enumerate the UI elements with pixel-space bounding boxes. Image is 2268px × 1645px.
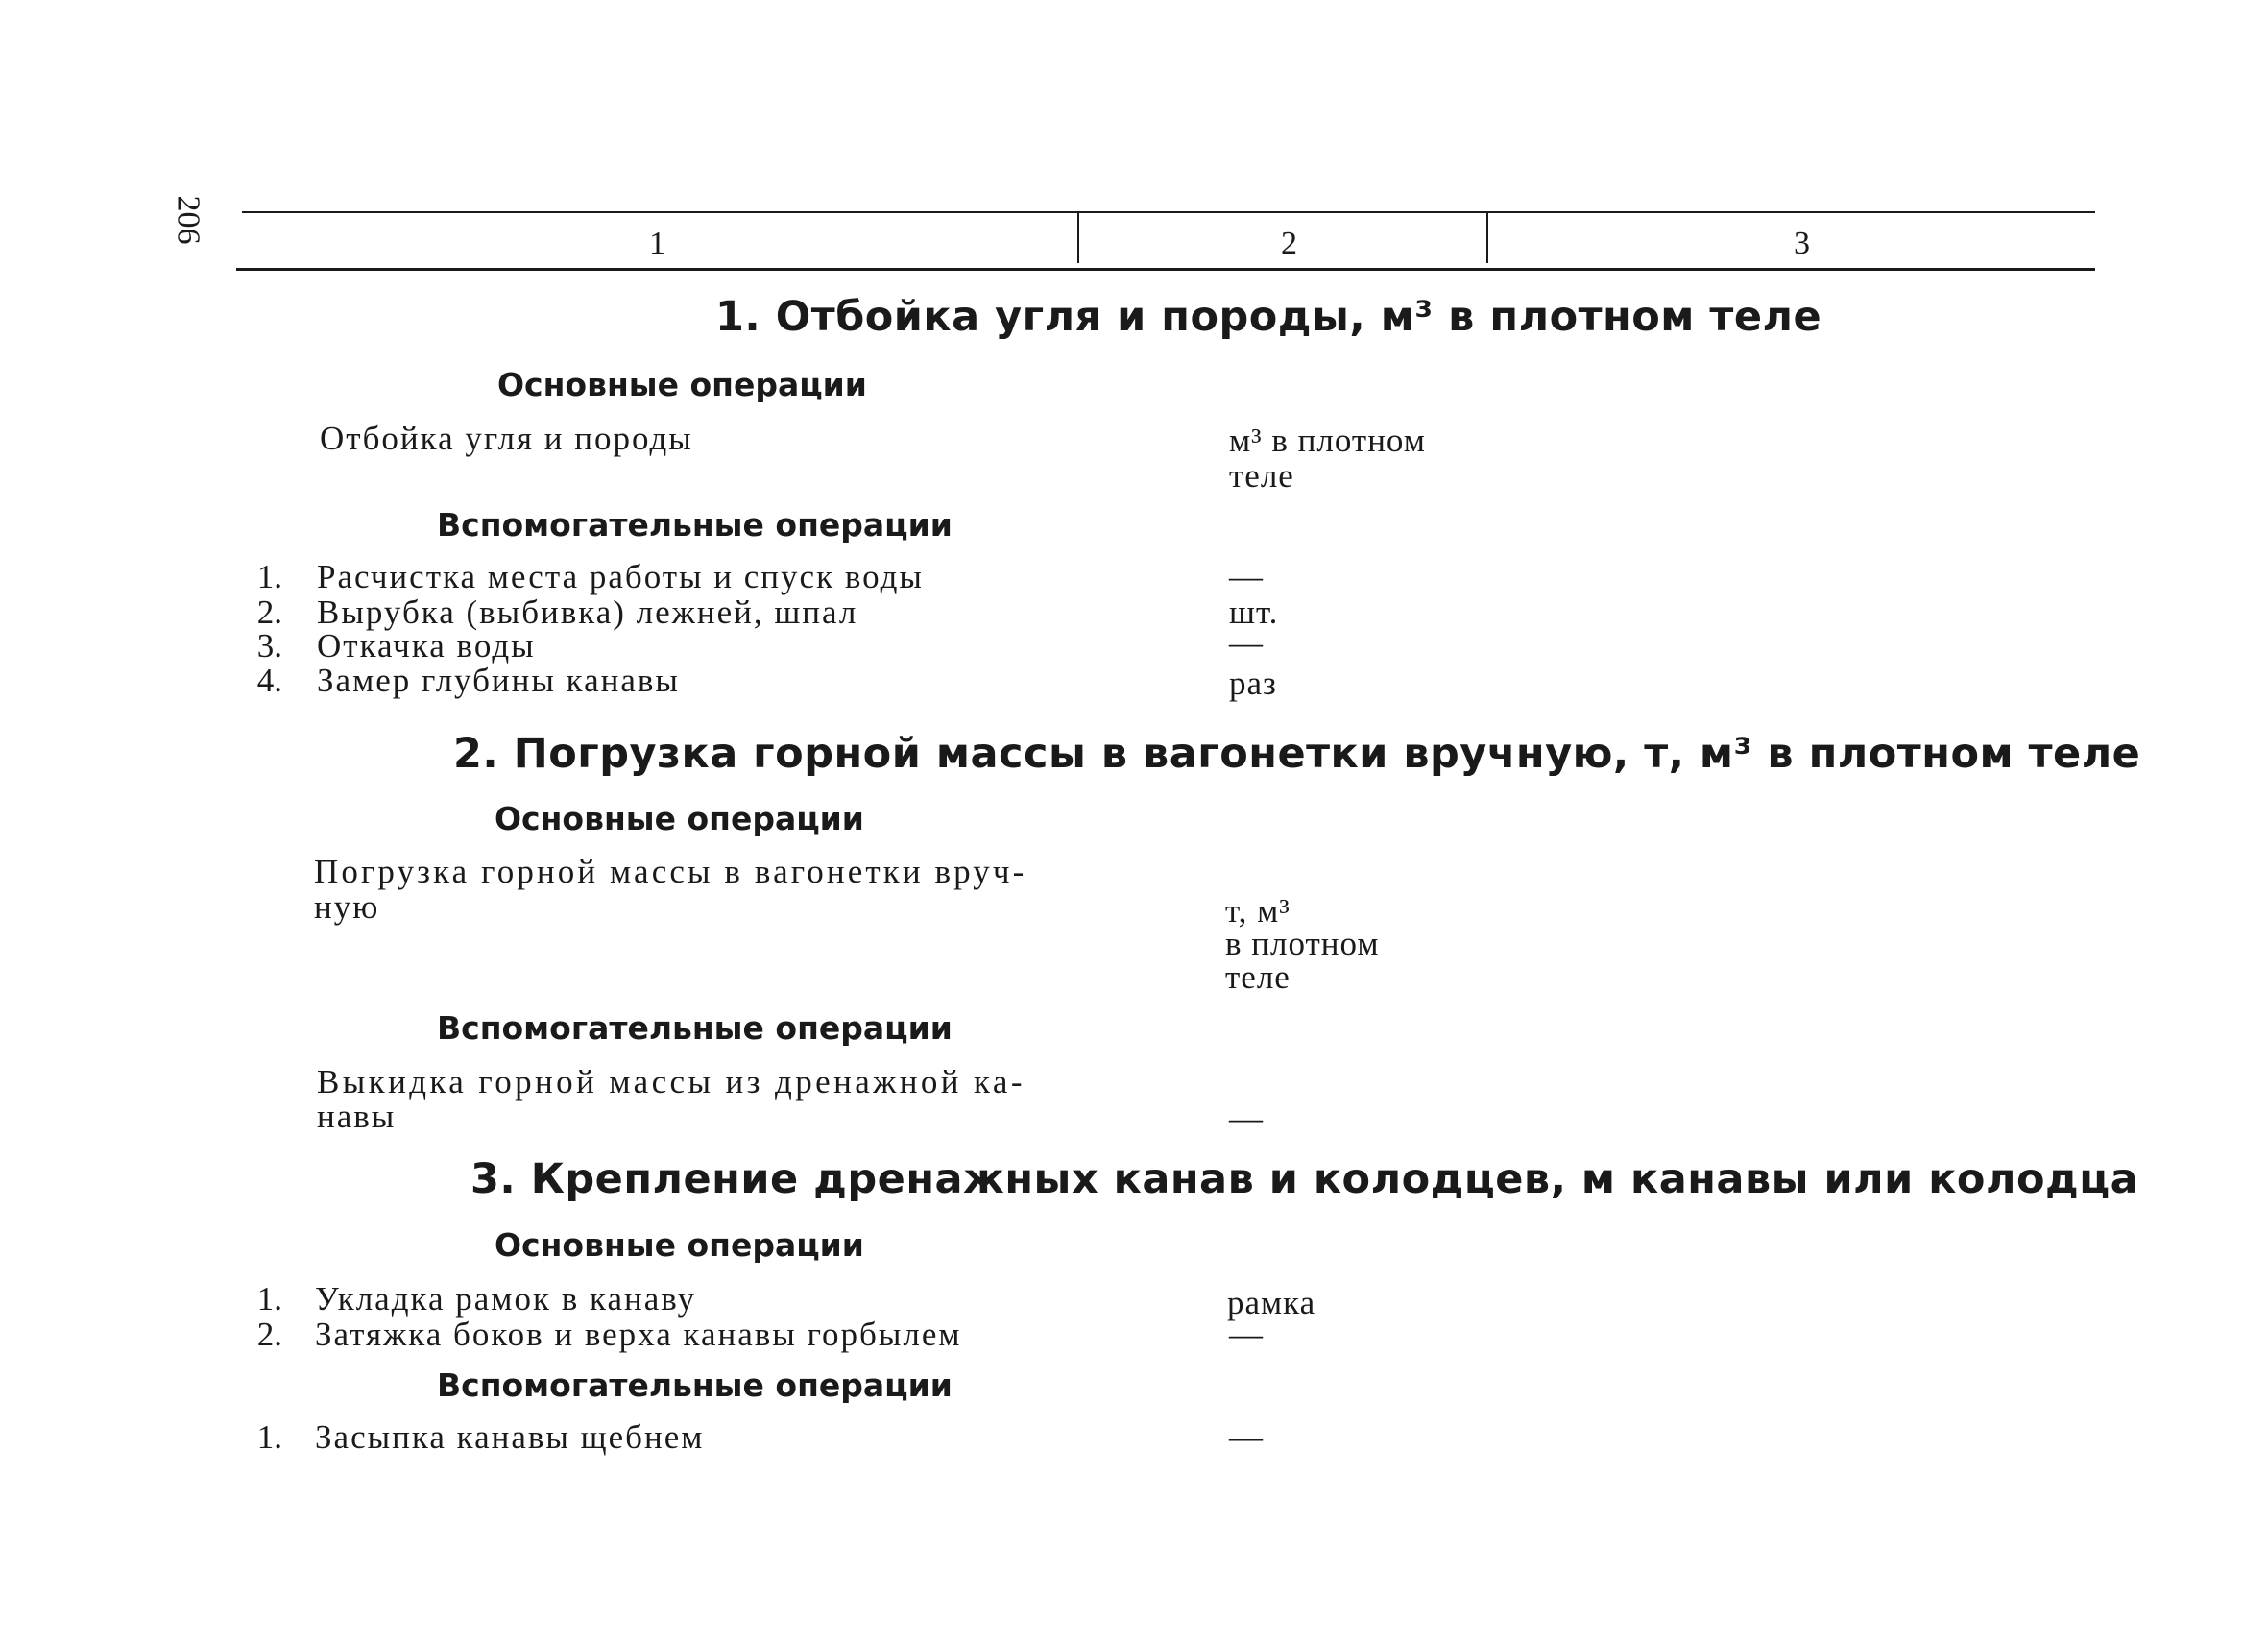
list-item: Расчистка места работы и спуск воды — [317, 558, 924, 595]
list-item-number: 1. — [256, 1418, 282, 1456]
column-header-1: 1 — [649, 226, 665, 261]
section-2-main-unit: теле — [1225, 958, 1291, 996]
section-3-main-heading: Основные операции — [495, 1226, 864, 1264]
section-2-aux-operation: навы — [317, 1098, 397, 1135]
section-1-main-heading: Основные операции — [497, 366, 867, 403]
list-item-number: 1. — [256, 1280, 282, 1318]
list-item-unit: рамка — [1227, 1284, 1316, 1321]
list-item: Укладка рамок в канаву — [315, 1280, 697, 1318]
section-3-title: 3. Крепление дренажных канав и колодцев, м канавы или колодца — [470, 1155, 2139, 1203]
list-item-unit: — — [1229, 1316, 1263, 1353]
section-2-main-heading: Основные операции — [495, 800, 864, 837]
page-number: 206 — [170, 195, 206, 245]
list-item: Засыпка канавы щебнем — [315, 1418, 705, 1456]
section-3-aux-heading: Вспомогательные операции — [437, 1367, 953, 1404]
list-item-number: 3. — [256, 627, 282, 665]
section-2-aux-heading: Вспомогательные операции — [437, 1009, 953, 1047]
section-2-main-unit: т, м³ — [1225, 892, 1291, 930]
list-item-number: 2. — [256, 593, 282, 631]
list-item-number: 4. — [256, 662, 282, 699]
list-item: Замер глубины канавы — [317, 662, 680, 699]
list-item: Вырубка (выбивка) лежней, шпал — [317, 593, 858, 631]
section-1-title: 1. Отбойка угля и породы, м³ в плотном теле — [715, 293, 1822, 341]
column-header-2: 2 — [1281, 226, 1297, 261]
list-item-unit: раз — [1229, 665, 1277, 702]
section-2-main-operation: Погрузка горной массы в вагонетки вруч- — [314, 853, 1027, 890]
section-1-aux-heading: Вспомогательные операции — [437, 506, 953, 544]
section-2-main-unit: в плотном — [1225, 925, 1380, 962]
section-1-main-operation: Отбойка угля и породы — [320, 420, 693, 457]
header-bottom-rule — [236, 268, 2095, 271]
list-item-unit: — — [1229, 1418, 1263, 1456]
list-item-number: 1. — [256, 558, 282, 595]
list-item-unit: шт. — [1229, 593, 1279, 631]
list-item-unit: — — [1229, 558, 1263, 595]
list-item-number: 2. — [256, 1316, 282, 1353]
section-2-main-operation: ную — [314, 888, 380, 926]
section-2-title: 2. Погрузка горной массы в вагонетки вручную, т, м³ в плотном теле — [453, 730, 2141, 778]
section-1-main-unit: м³ в плотном — [1229, 422, 1426, 459]
list-item: Затяжка боков и верха канавы горбылем — [315, 1316, 962, 1353]
section-2-aux-operation: Выкидка горной массы из дренажной ка- — [317, 1063, 1025, 1101]
header-top-rule — [242, 211, 2095, 213]
list-item: Откачка воды — [317, 627, 536, 665]
column-header-3: 3 — [1794, 226, 1810, 261]
section-1-main-unit: теле — [1229, 457, 1294, 495]
column-divider — [1077, 213, 1079, 263]
section-2-aux-unit: — — [1229, 1100, 1263, 1137]
column-divider — [1486, 213, 1488, 263]
list-item-unit: — — [1229, 624, 1263, 662]
